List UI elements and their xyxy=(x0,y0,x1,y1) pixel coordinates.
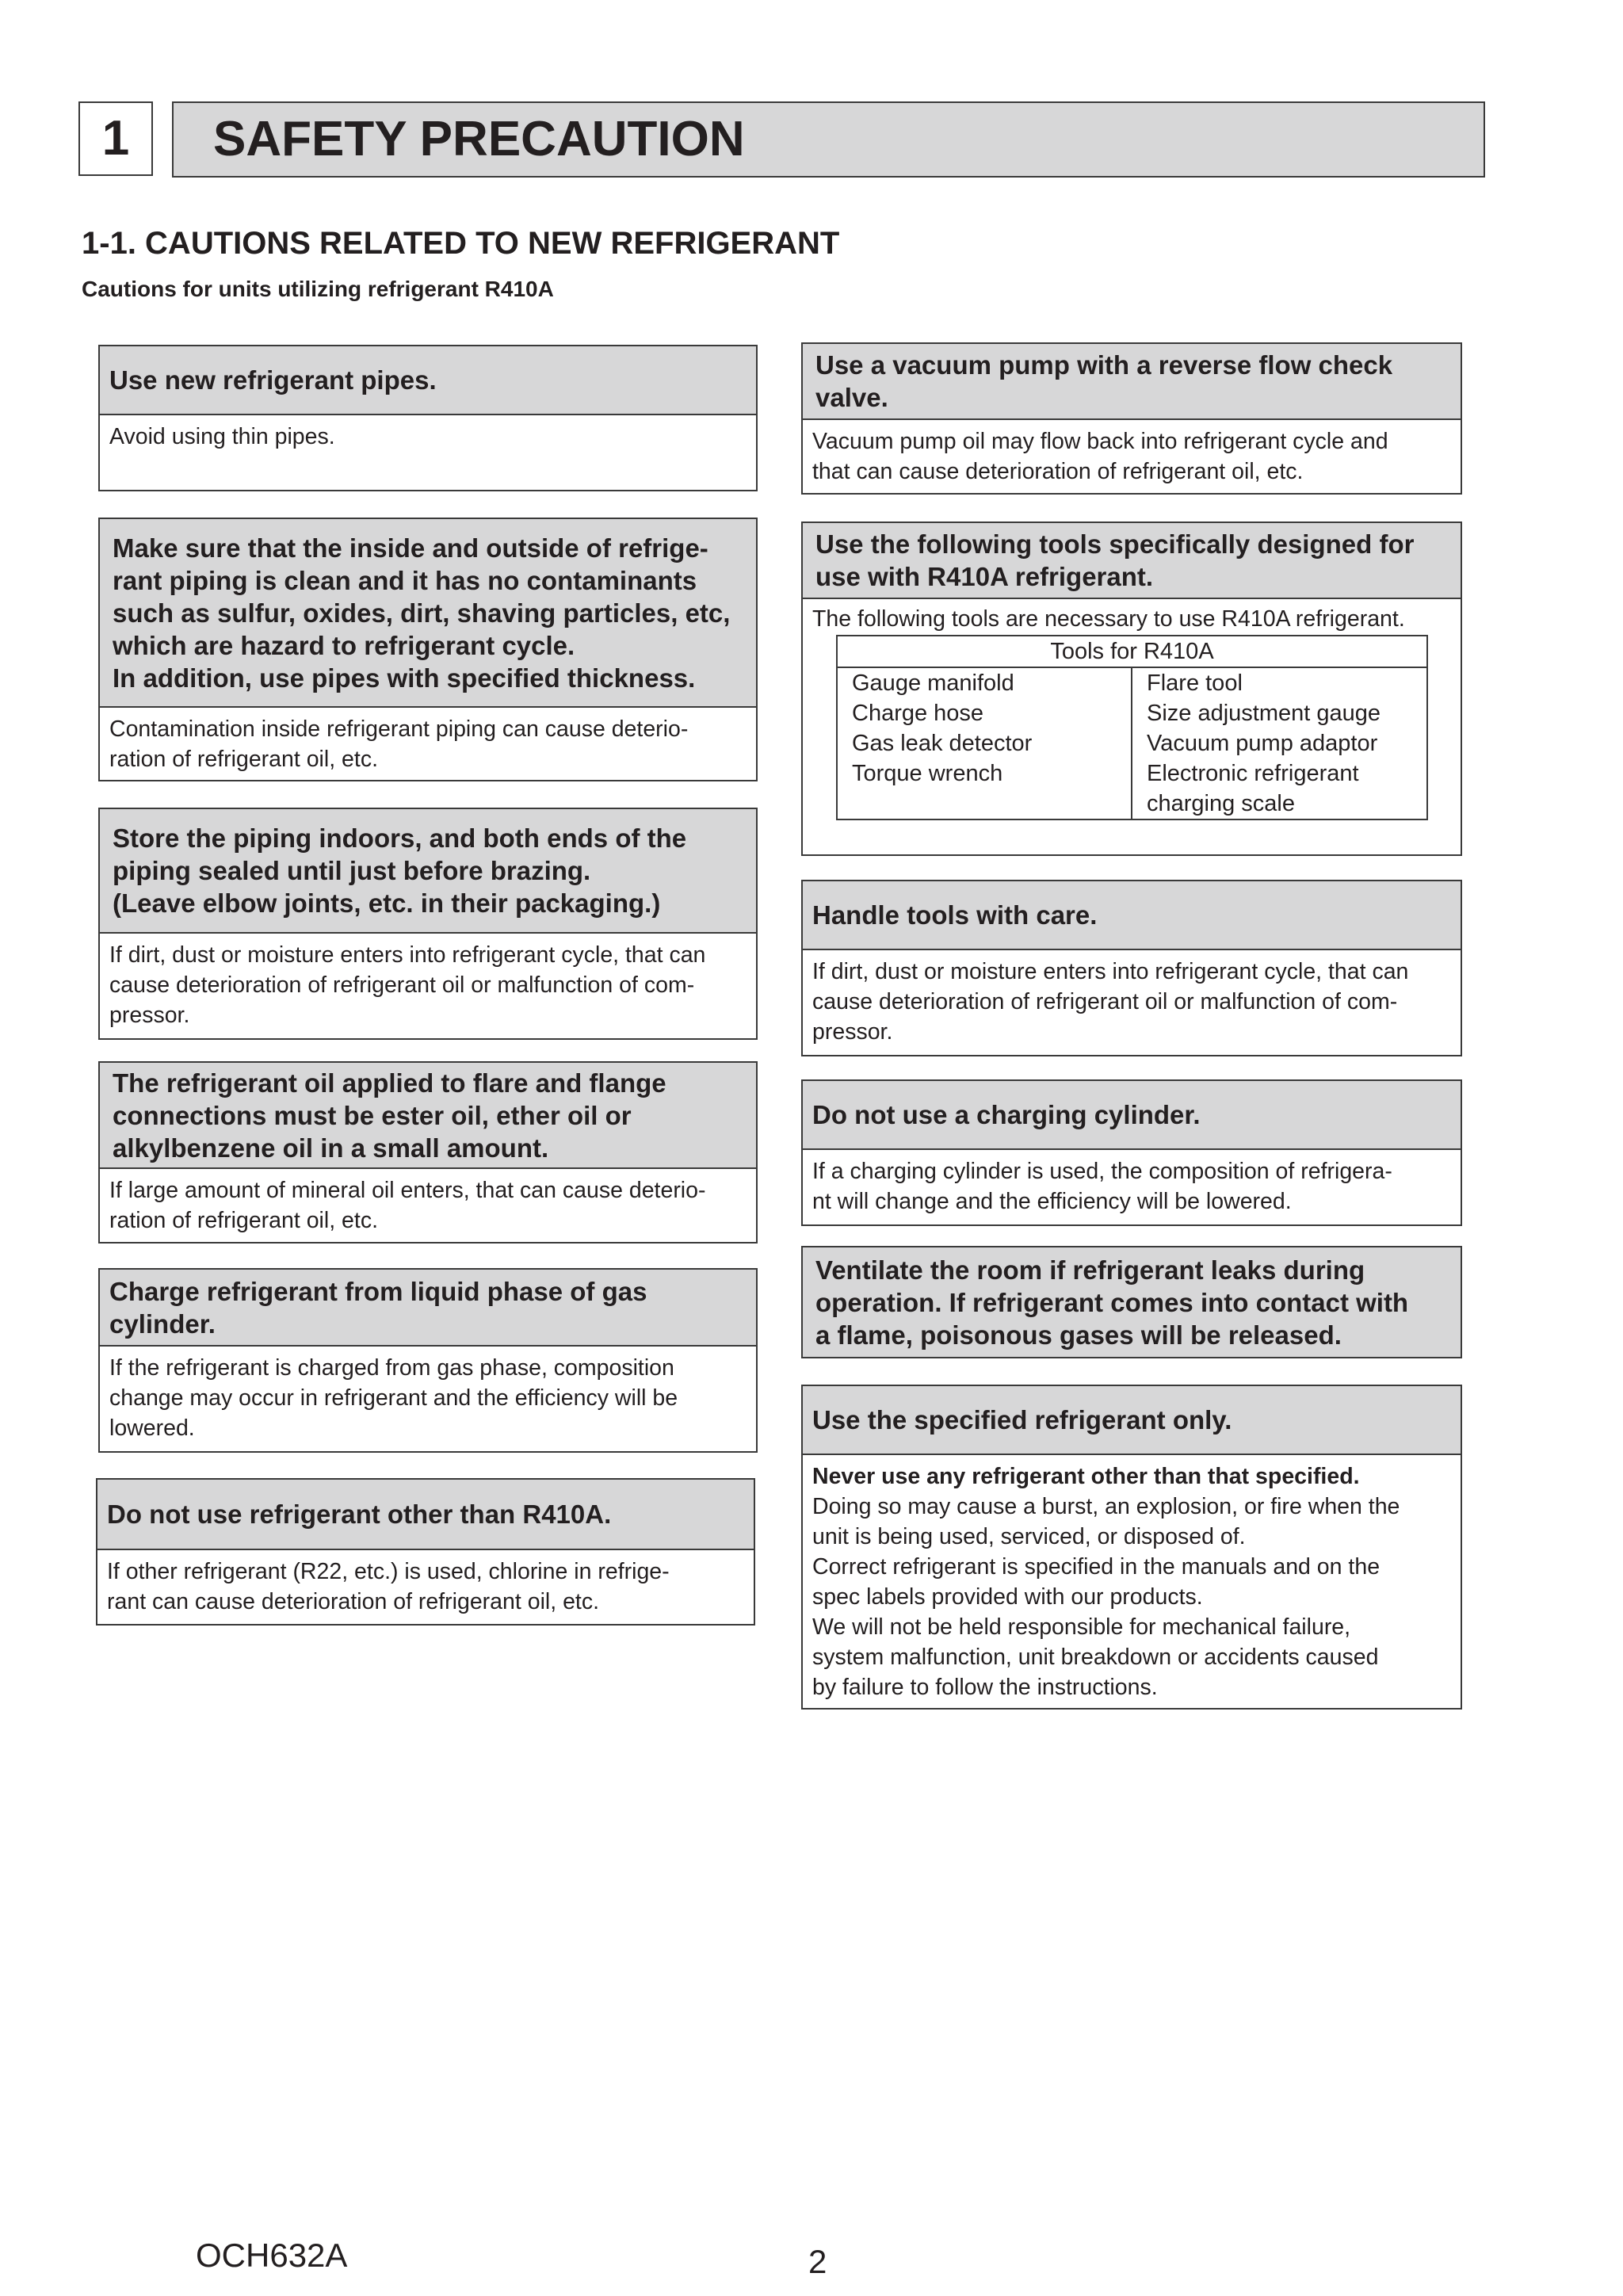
document-code: OCH632A xyxy=(196,2237,348,2274)
caution-body: The following tools are necessary to use R410A refrigerant. xyxy=(812,606,1405,632)
caution-heading: Make sure that the inside and outside of refrige- rant piping is clean and it has no contaminants such as sulfur, oxides, dirt, shaving particles, etc, which are hazard to refrigerant cycle. In addition, use pipes with specified thickness. xyxy=(100,519,756,708)
caution-body: Avoid using thin pipes. xyxy=(109,424,335,449)
table-row xyxy=(837,667,1427,698)
table-row xyxy=(837,698,1427,728)
section-title-bar xyxy=(172,101,1485,178)
tools-table-title: Tools for R410A xyxy=(837,636,1427,667)
table-cell: Torque wrench xyxy=(837,758,1132,819)
tools-table xyxy=(836,635,1428,820)
section-title: SAFETY PRECAUTION xyxy=(213,112,745,166)
caution-body-emphasis: Never use any refrigerant other than that specified. xyxy=(812,1464,1360,1489)
table-cell: Vacuum pump adaptor xyxy=(1132,728,1427,758)
caution-heading: Use a vacuum pump with a reverse flow check valve. xyxy=(803,344,1461,420)
caution-box-handle-tools xyxy=(801,880,1462,1056)
table-cell: Gauge manifold xyxy=(837,667,1132,698)
caution-box-r410a-only xyxy=(96,1478,755,1626)
subsection-caption: Cautions for units utilizing refrigerant R410A xyxy=(82,277,554,301)
caution-box-liquid-phase xyxy=(98,1268,758,1453)
table-cell: Size adjustment gauge xyxy=(1132,698,1427,728)
caution-body: If a charging cylinder is used, the composition of refrigera- nt will change and the efficiency will be lowered. xyxy=(812,1159,1392,1214)
caution-body: If dirt, dust or moisture enters into refrigerant cycle, that can cause deterioration of refrigerant oil or malfunction of com- pressor. xyxy=(109,942,706,1028)
caution-box-clean-piping xyxy=(98,518,758,781)
caution-heading: Handle tools with care. xyxy=(803,881,1461,950)
caution-heading: Do not use a charging cylinder. xyxy=(803,1081,1461,1150)
caution-box-ventilate xyxy=(801,1246,1462,1358)
caution-heading: Do not use refrigerant other than R410A. xyxy=(97,1480,754,1550)
caution-box-specified-refrigerant xyxy=(801,1385,1462,1710)
caution-body xyxy=(803,1455,1461,1702)
caution-box-new-pipes xyxy=(98,345,758,491)
caution-body-text: Doing so may cause a burst, an explosion, or fire when the unit is being used, serviced, or disposed of. Correct refrigerant is specified in the manuals and on the spec labels provided with our products. We will not be held responsible for mechanical failure, system malfunction, unit breakdown or accidents caused by failure to follow the instructions. xyxy=(812,1494,1400,1700)
caution-box-charging-cylinder xyxy=(801,1079,1462,1226)
caution-heading: Use the specified refrigerant only. xyxy=(803,1386,1461,1455)
caution-body: If dirt, dust or moisture enters into refrigerant cycle, that can cause deterioration of refrigerant oil or malfunction of com- pressor. xyxy=(812,959,1409,1045)
caution-body: If other refrigerant (R22, etc.) is used, chlorine in refrige- rant can cause deterioration of refrigerant oil, etc. xyxy=(107,1559,670,1614)
caution-body: If large amount of mineral oil enters, that can cause deterio- ration of refrigerant oil, etc. xyxy=(109,1178,706,1233)
table-cell: Charge hose xyxy=(837,698,1132,728)
caution-box-r410a-tools xyxy=(801,521,1462,856)
section-number: 1 xyxy=(78,101,153,176)
table-cell: Electronic refrigerant charging scale xyxy=(1132,758,1427,819)
table-row xyxy=(837,758,1427,819)
table-row xyxy=(837,728,1427,758)
caution-body: Contamination inside refrigerant piping can cause deterio- ration of refrigerant oil, etc. xyxy=(109,716,689,772)
caution-heading: Use new refrigerant pipes. xyxy=(100,346,756,415)
caution-body: Vacuum pump oil may flow back into refrigerant cycle and that can cause deterioration of refrigerant oil, etc. xyxy=(812,429,1388,484)
caution-box-vacuum-pump xyxy=(801,342,1462,495)
caution-body: If the refrigerant is charged from gas phase, composition change may occur in refrigerant and the efficiency will be lowered. xyxy=(109,1355,678,1441)
table-cell: Gas leak detector xyxy=(837,728,1132,758)
table-cell: Flare tool xyxy=(1132,667,1427,698)
caution-heading: Use the following tools specifically designed for use with R410A refrigerant. xyxy=(803,523,1461,599)
caution-heading: Ventilate the room if refrigerant leaks during operation. If refrigerant comes into contact with a flame, poisonous gases will be released. xyxy=(803,1247,1461,1357)
caution-heading: The refrigerant oil applied to flare and flange connections must be ester oil, ether oil or alkylbenzene oil in a small amount. xyxy=(100,1063,756,1169)
caution-heading: Charge refrigerant from liquid phase of gas cylinder. xyxy=(100,1270,756,1347)
subsection-heading: 1-1. CAUTIONS RELATED TO NEW REFRIGERANT xyxy=(82,226,840,261)
caution-heading: Store the piping indoors, and both ends of the piping sealed until just before brazing. (Leave elbow joints, etc. in their packaging.) xyxy=(100,809,756,934)
caution-box-refrigerant-oil xyxy=(98,1061,758,1244)
page-number: 2 xyxy=(808,2243,827,2280)
caution-box-store-piping xyxy=(98,808,758,1040)
